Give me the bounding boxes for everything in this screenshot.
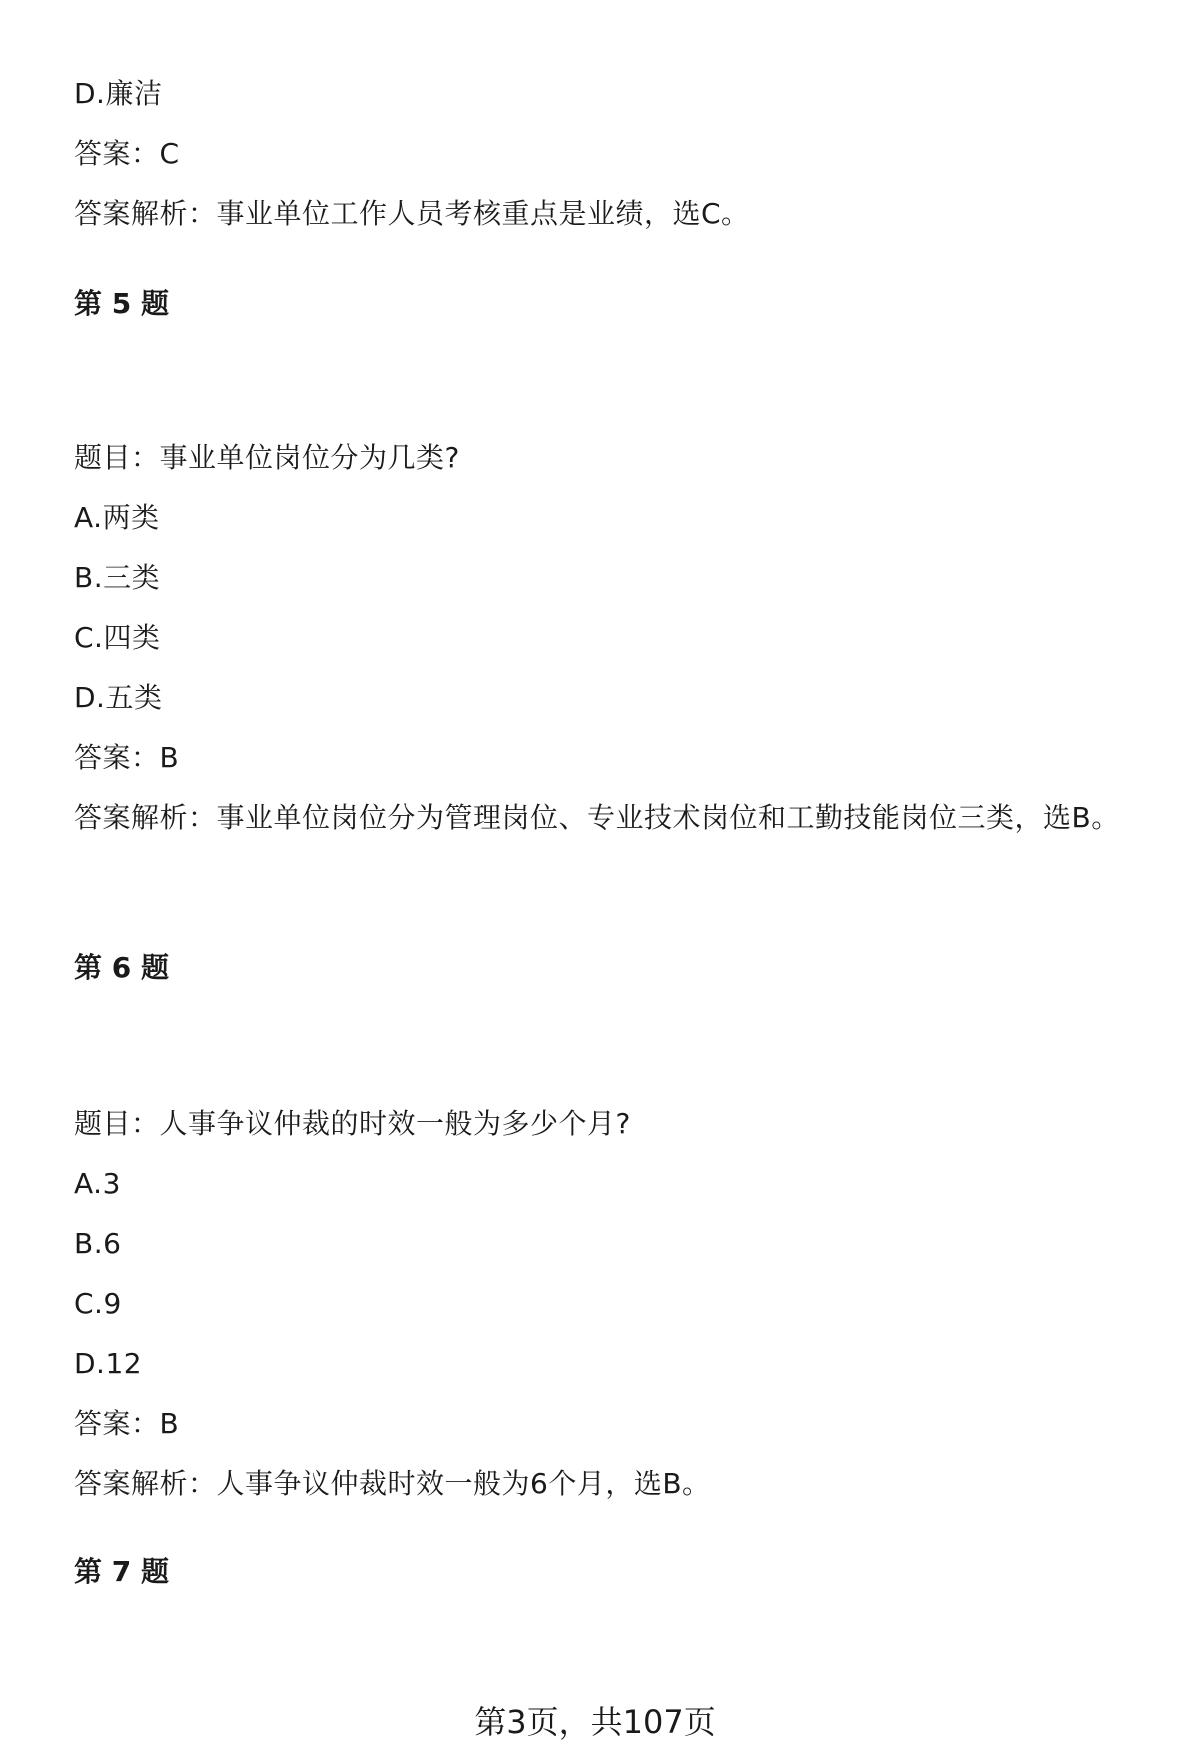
question-5-explanation: 答案解析：事业单位岗位分为管理岗位、专业技术岗位和工勤技能岗位三类，选B。 [74, 801, 1120, 834]
question-6-option-c: C.9 [74, 1287, 122, 1320]
question-6-answer: 答案：B [74, 1407, 180, 1440]
prev-option-d: D.廉洁 [74, 77, 163, 110]
question-5-heading: 第 5 题 [74, 287, 169, 320]
question-5-text: 题目：事业单位岗位分为几类? [74, 441, 460, 474]
question-6-option-d: D.12 [74, 1347, 143, 1380]
question-6-explanation: 答案解析：人事争议仲裁时效一般为6个月，选B。 [74, 1467, 711, 1500]
question-6-heading: 第 6 题 [74, 951, 169, 984]
prev-explanation: 答案解析：事业单位工作人员考核重点是业绩，选C。 [74, 197, 750, 230]
page-footer: 第3页，共107页 [474, 1703, 716, 1741]
question-5-option-a: A.两类 [74, 501, 160, 534]
question-5-option-c: C.四类 [74, 621, 161, 654]
question-5-answer: 答案：B [74, 741, 180, 774]
question-5-option-b: B.三类 [74, 561, 161, 594]
question-6-option-b: B.6 [74, 1227, 122, 1260]
question-6-text: 题目：人事争议仲裁的时效一般为多少个月? [74, 1107, 631, 1140]
question-6-option-a: A.3 [74, 1167, 121, 1200]
question-5-option-d: D.五类 [74, 681, 163, 714]
prev-answer: 答案：C [74, 137, 180, 170]
question-7-heading: 第 7 题 [74, 1555, 169, 1588]
